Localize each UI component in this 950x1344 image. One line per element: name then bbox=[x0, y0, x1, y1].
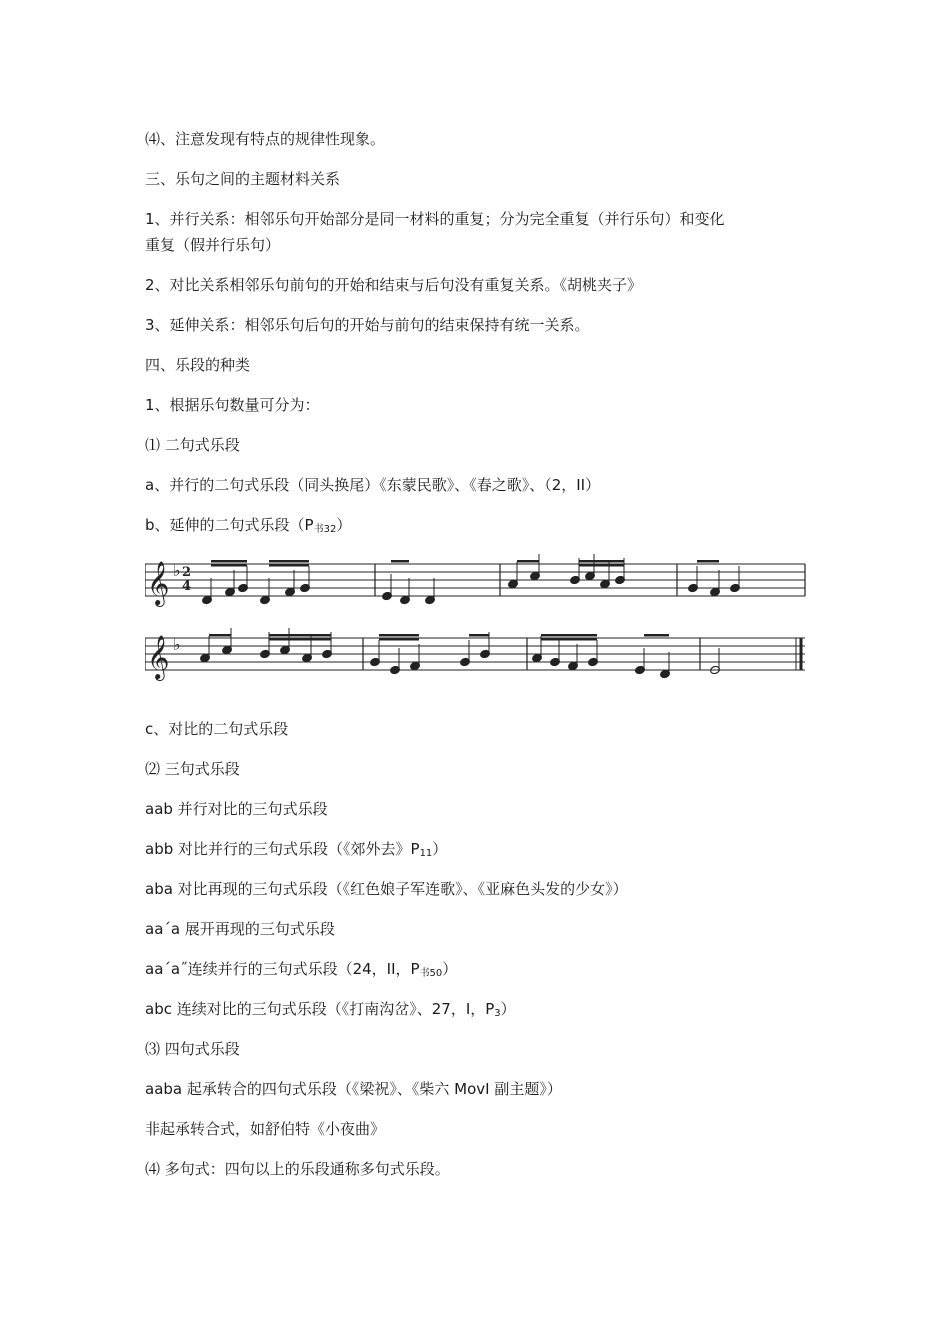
text-line-two-b-pre: b、延伸的二句式乐段（P bbox=[145, 516, 314, 534]
note-beam bbox=[379, 634, 419, 637]
text-line-aaa2-sub: 书50 bbox=[419, 968, 443, 979]
section-heading-4: 四、乐段的种类 bbox=[145, 356, 251, 374]
text-line-extension: 3、延伸关系：相邻乐句后句的开始与前句的结束保持有统一关系。 bbox=[145, 316, 590, 334]
section-heading-3: 三、乐句之间的主题材料关系 bbox=[145, 170, 341, 188]
treble-clef-icon-2: 𝄞 bbox=[147, 635, 170, 679]
flat-sign-icon: ♭ bbox=[173, 561, 181, 580]
text-line-abb-post: ） bbox=[432, 840, 448, 858]
text-line-four-phrase: ⑶ 四句式乐段 bbox=[145, 1040, 240, 1058]
note-beam bbox=[579, 564, 624, 567]
text-line-parallel-1: 1、并行关系：相邻乐句开始部分是同一材料的重复；分为完全重复（并行乐句）和变化 bbox=[145, 210, 725, 228]
text-line-multi-phrase: ⑷ 多句式：四句以上的乐段通称多句式乐段。 bbox=[145, 1160, 450, 1178]
text-line-two-b bbox=[145, 512, 351, 543]
text-line-two-a: a、并行的二句式乐段（同头换尾）《东蒙民歌》、《春之歌》、（2，II） bbox=[145, 476, 601, 494]
note-beam bbox=[579, 560, 624, 563]
text-line-aaa2-pre: aa΄a˝连续并行的三句式乐段（24，II，P bbox=[145, 960, 420, 978]
text-line-non-qichengzhuanhe: 非起承转合式，如舒伯特《小夜曲》 bbox=[145, 1120, 386, 1138]
text-line-aba: aba 对比再现的三句式乐段（《红色娘子军连歌》、《亚麻色头发的少女》） bbox=[145, 880, 628, 898]
text-line-count: 1、根据乐句数量可分为： bbox=[145, 396, 320, 414]
note-beam bbox=[541, 638, 597, 641]
time-signature-top: 2 bbox=[182, 565, 192, 580]
text-line-contrast: 2、对比关系相邻乐句前句的开始和结束与后句没有重复关系。《胡桃夹子》 bbox=[145, 276, 643, 294]
text-line-two-c: c、对比的二句式乐段 bbox=[145, 720, 289, 738]
text-line-abc-post: ） bbox=[500, 1000, 516, 1018]
note-beam bbox=[269, 560, 309, 563]
music-score bbox=[145, 552, 810, 682]
clef-and-key bbox=[147, 561, 191, 681]
text-line-abb-sub: 11 bbox=[419, 848, 433, 859]
treble-clef-icon: 𝄞 bbox=[147, 561, 170, 605]
note-beam bbox=[269, 638, 331, 641]
note-beam bbox=[517, 560, 539, 563]
text-line-two-phrase: ⑴ 二句式乐段 bbox=[145, 436, 240, 454]
note-beam bbox=[391, 560, 409, 563]
note-beam bbox=[644, 634, 669, 637]
note-beam bbox=[379, 638, 419, 641]
flat-sign-icon-2: ♭ bbox=[173, 635, 181, 654]
note-beam bbox=[209, 634, 231, 637]
text-line-aaa2 bbox=[145, 956, 457, 987]
text-line-three-phrase: ⑵ 三句式乐段 bbox=[145, 760, 240, 778]
note-beam bbox=[211, 564, 247, 567]
text-line-aab: aab 并行对比的三句式乐段 bbox=[145, 800, 328, 818]
text-line-abb bbox=[145, 836, 447, 867]
text-line-abc-pre: abc 连续对比的三句式乐段（《打南沟岔》、27，I，P bbox=[145, 1000, 495, 1018]
text-line-aaa: aa΄a 展开再现的三句式乐段 bbox=[145, 920, 335, 938]
note-beam bbox=[269, 564, 309, 567]
note-beam bbox=[697, 560, 719, 563]
text-line-aaa2-post: ） bbox=[442, 960, 458, 978]
text-line-aaba: aaba 起承转合的四句式乐段（《梁祝》、《柴六 MovI 副主题》） bbox=[145, 1080, 562, 1098]
note-beam bbox=[541, 634, 597, 637]
text-line-1: ⑷、注意发现有特点的规律性现象。 bbox=[145, 130, 386, 148]
note-beam bbox=[211, 560, 247, 563]
text-line-abc bbox=[145, 996, 516, 1027]
note-beam bbox=[269, 634, 331, 637]
note-beam bbox=[469, 634, 489, 637]
text-line-parallel-2: 重复（假并行乐句） bbox=[145, 236, 281, 254]
text-line-abc-sub: 3 bbox=[494, 1008, 501, 1019]
time-signature-bottom: 4 bbox=[182, 579, 192, 594]
text-line-two-b-post: ） bbox=[336, 516, 352, 534]
text-line-two-b-sub: 书32 bbox=[313, 524, 337, 535]
text-line-abb-pre: abb 对比并行的三句式乐段（《郊外去》P bbox=[145, 840, 420, 858]
staff-lines bbox=[145, 564, 805, 670]
